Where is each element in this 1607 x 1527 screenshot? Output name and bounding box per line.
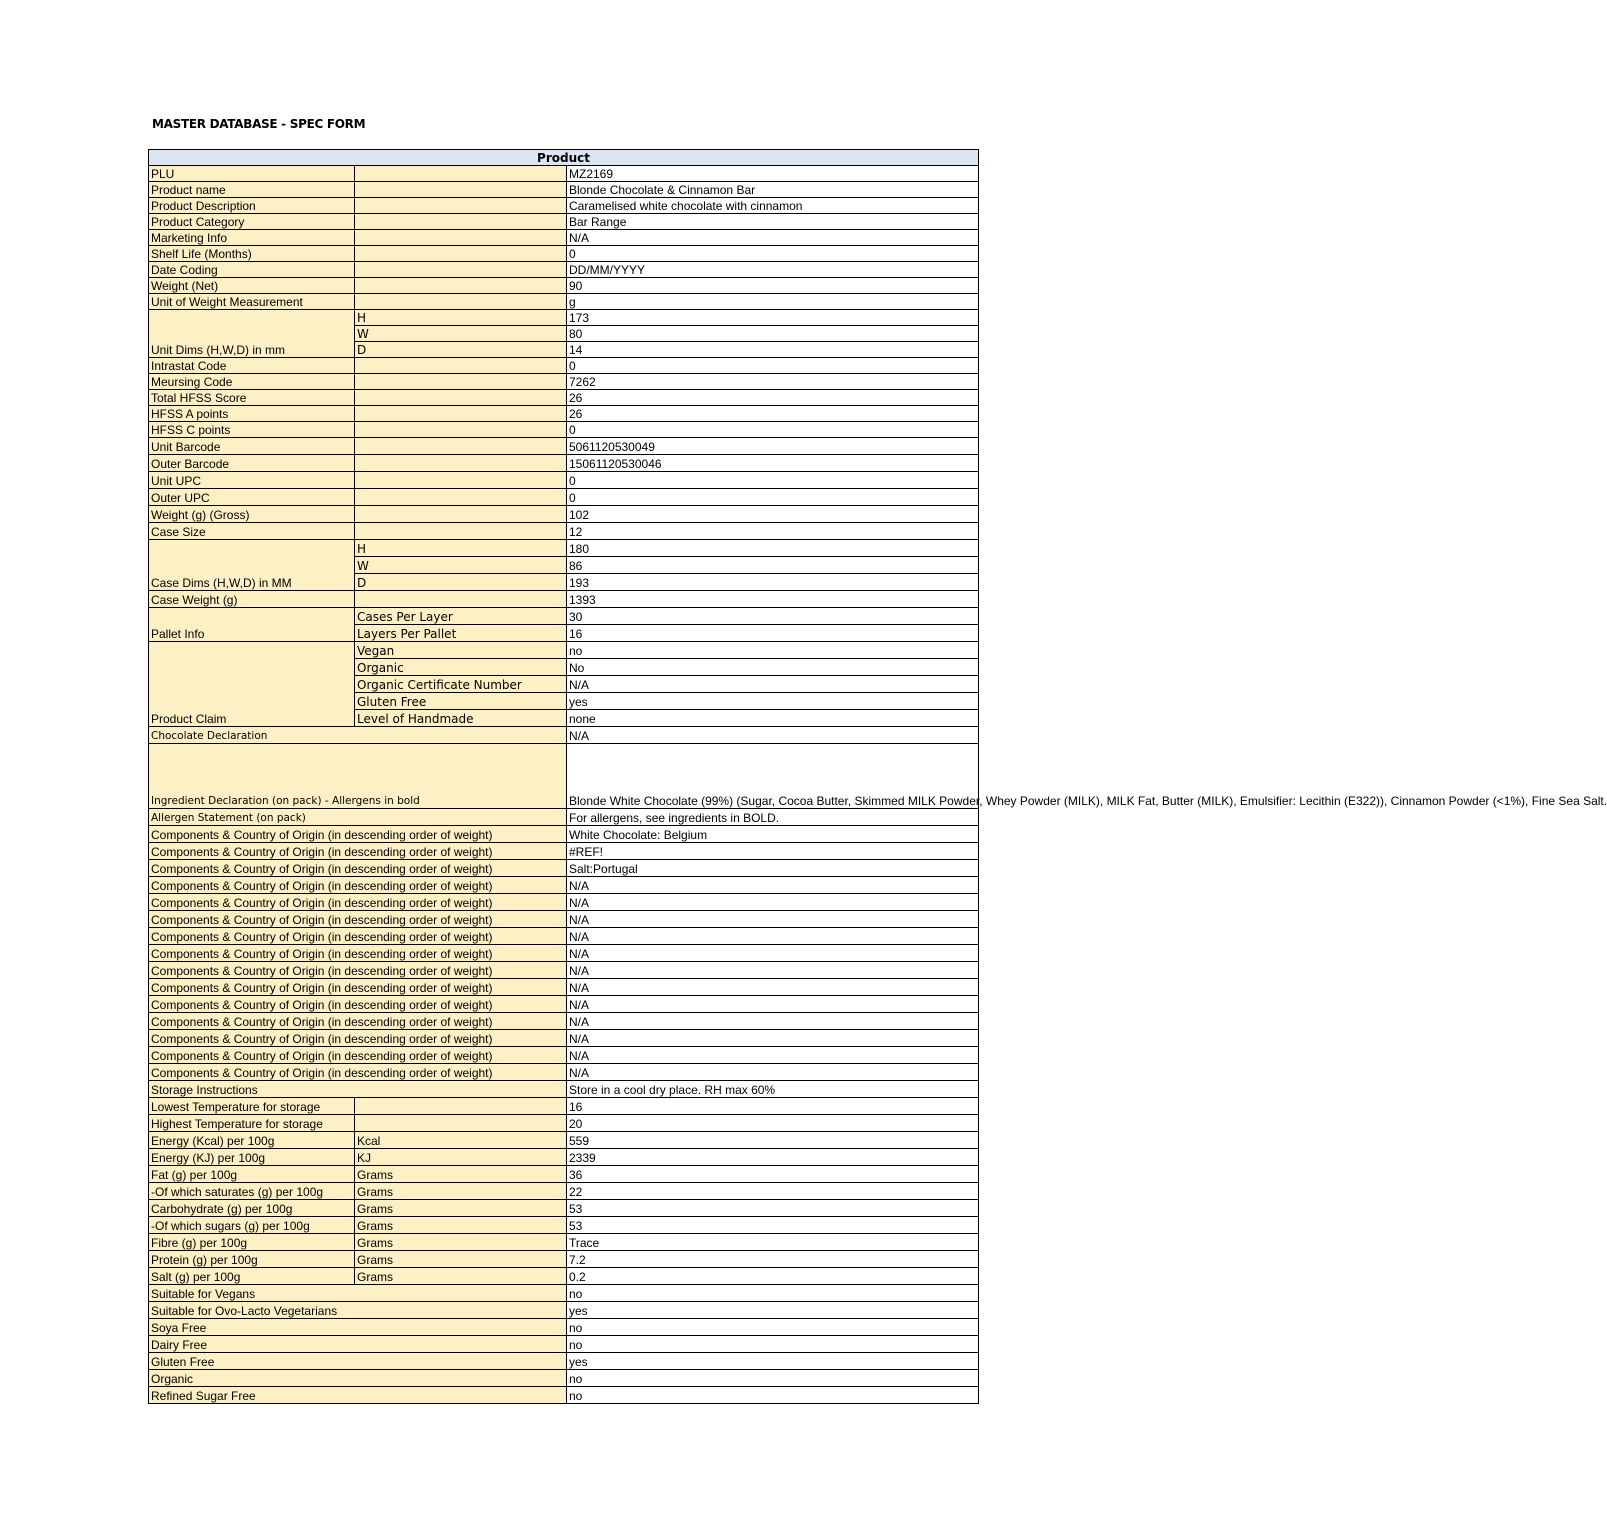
nutrition-unit: KJ — [355, 1149, 567, 1166]
meursing-code-label: Meursing Code — [149, 374, 355, 390]
product-claim-value: yes — [567, 693, 979, 710]
product-category-value: Bar Range — [567, 214, 979, 230]
nutrition-row — [149, 1234, 979, 1251]
date-coding-value: DD/MM/YYYY — [567, 262, 979, 278]
nutrition-value: 7.2 — [567, 1251, 979, 1268]
meursing-code-row — [149, 374, 979, 390]
component-value: N/A — [567, 962, 979, 979]
marketing-info-label: Marketing Info — [149, 230, 355, 246]
nutrition-label: -Of which saturates (g) per 100g — [149, 1183, 355, 1200]
hfss-c-label: HFSS C points — [149, 422, 355, 438]
nutrition-label: Salt (g) per 100g — [149, 1268, 355, 1285]
outer-upc-row — [149, 489, 979, 506]
component-label: Components & Country of Origin (in descending order of weight) — [149, 928, 567, 945]
nutrition-unit: Grams — [355, 1251, 567, 1268]
chocolate-declaration-row — [149, 727, 979, 744]
component-label: Components & Country of Origin (in descending order of weight) — [149, 1013, 567, 1030]
outer-barcode-unit — [355, 455, 567, 472]
suitability-label: Soya Free — [149, 1319, 567, 1336]
highest-temp-row — [149, 1115, 979, 1132]
component-row — [149, 843, 979, 860]
suitability-row — [149, 1285, 979, 1302]
component-row — [149, 1064, 979, 1081]
unit-upc-label: Unit UPC — [149, 472, 355, 489]
weight-net-row — [149, 278, 979, 294]
case-dims-d-label: D — [355, 574, 567, 591]
intrastat-code-value: 0 — [567, 358, 979, 374]
suitability-value: yes — [567, 1302, 979, 1319]
component-value: N/A — [567, 911, 979, 928]
hfss-c-value: 0 — [567, 422, 979, 438]
suitability-label: Organic — [149, 1370, 567, 1387]
layers-per-pallet-value: 16 — [567, 625, 979, 642]
case-dims-h-row — [149, 540, 979, 557]
nutrition-row — [149, 1268, 979, 1285]
weight-gross-label: Weight (g) (Gross) — [149, 506, 355, 523]
nutrition-unit: Kcal — [355, 1132, 567, 1149]
product-description-label: Product Description — [149, 198, 355, 214]
component-row — [149, 1030, 979, 1047]
case-weight-label: Case Weight (g) — [149, 591, 355, 608]
storage-instructions-label: Storage Instructions — [149, 1081, 567, 1098]
component-label: Components & Country of Origin (in descending order of weight) — [149, 911, 567, 928]
product-claim-name: Gluten Free — [355, 693, 567, 710]
product-name-row — [149, 182, 979, 198]
weight-net-label: Weight (Net) — [149, 278, 355, 294]
component-row — [149, 1047, 979, 1064]
component-label: Components & Country of Origin (in descending order of weight) — [149, 979, 567, 996]
component-label: Components & Country of Origin (in descending order of weight) — [149, 826, 567, 843]
nutrition-value: Trace — [567, 1234, 979, 1251]
component-row — [149, 877, 979, 894]
meursing-code-value: 7262 — [567, 374, 979, 390]
suitability-label: Gluten Free — [149, 1353, 567, 1370]
unit-upc-row — [149, 472, 979, 489]
case-weight-value: 1393 — [567, 591, 979, 608]
ingredient-declaration-value: Blonde White Chocolate (99%) (Sugar, Cocoa Butter, Skimmed MILK Powder, Whey Powder (MILK), MILK Fat, Butter (MILK), Emulsifier: Lecithin (E322)), Cinnamon Powder (<1%), Fine Sea Salt. — [567, 744, 979, 809]
suitability-label: Suitable for Vegans — [149, 1285, 567, 1302]
component-label: Components & Country of Origin (in descending order of weight) — [149, 1030, 567, 1047]
section-header-row — [149, 150, 979, 166]
component-label: Components & Country of Origin (in descending order of weight) — [149, 1047, 567, 1064]
component-value: N/A — [567, 928, 979, 945]
weight-net-value: 90 — [567, 278, 979, 294]
product-name-value: Blonde Chocolate & Cinnamon Bar — [567, 182, 979, 198]
suitability-value: no — [567, 1285, 979, 1302]
allergen-statement-row — [149, 809, 979, 826]
component-value: N/A — [567, 996, 979, 1013]
component-value: N/A — [567, 979, 979, 996]
chocolate-declaration-value: N/A — [567, 727, 979, 744]
outer-barcode-value: 15061120530046 — [567, 455, 979, 472]
intrastat-code-row — [149, 358, 979, 374]
component-value: N/A — [567, 945, 979, 962]
nutrition-unit: Grams — [355, 1217, 567, 1234]
hfss-a-unit — [355, 406, 567, 422]
spec-table — [148, 149, 1607, 1404]
suitability-label: Refined Sugar Free — [149, 1387, 567, 1404]
nutrition-value: 0.2 — [567, 1268, 979, 1285]
plu-value: MZ2169 — [567, 166, 979, 182]
nutrition-label: Fat (g) per 100g — [149, 1166, 355, 1183]
nutrition-label: Energy (Kcal) per 100g — [149, 1132, 355, 1149]
date-coding-unit — [355, 262, 567, 278]
unit-barcode-label: Unit Barcode — [149, 438, 355, 455]
nutrition-unit: Grams — [355, 1166, 567, 1183]
unit-upc-unit — [355, 472, 567, 489]
outer-upc-unit — [355, 489, 567, 506]
meursing-code-unit — [355, 374, 567, 390]
case-size-label: Case Size — [149, 523, 355, 540]
highest-temp-unit — [355, 1115, 567, 1132]
product-description-value: Caramelised white chocolate with cinnamon — [567, 198, 979, 214]
unit-dims-d-value: 14 — [567, 342, 979, 358]
nutrition-row — [149, 1251, 979, 1268]
component-row — [149, 860, 979, 877]
component-label: Components & Country of Origin (in descending order of weight) — [149, 945, 567, 962]
lowest-temp-unit — [355, 1098, 567, 1115]
nutrition-unit: Grams — [355, 1200, 567, 1217]
nutrition-row — [149, 1132, 979, 1149]
component-row — [149, 928, 979, 945]
case-dims-label: Case Dims (H,W,D) in MM — [149, 540, 355, 591]
lowest-temp-label: Lowest Temperature for storage — [149, 1098, 355, 1115]
nutrition-row — [149, 1149, 979, 1166]
product-claim-name: Level of Handmade — [355, 710, 567, 727]
unit-weight-measure-label: Unit of Weight Measurement — [149, 294, 355, 310]
nutrition-value: 36 — [567, 1166, 979, 1183]
component-label: Components & Country of Origin (in descending order of weight) — [149, 996, 567, 1013]
storage-instructions-row — [149, 1081, 979, 1098]
unit-dims-h-row — [149, 310, 979, 326]
plu-row — [149, 166, 979, 182]
unit-dims-d-label: D — [355, 342, 567, 358]
product-claim-value: No — [567, 659, 979, 676]
date-coding-label: Date Coding — [149, 262, 355, 278]
plu-label: PLU — [149, 166, 355, 182]
component-row — [149, 911, 979, 928]
weight-gross-unit — [355, 506, 567, 523]
component-row — [149, 945, 979, 962]
layers-per-pallet-label: Layers Per Pallet — [355, 625, 567, 642]
suitability-row — [149, 1336, 979, 1353]
date-coding-row — [149, 262, 979, 278]
nutrition-value: 559 — [567, 1132, 979, 1149]
weight-gross-value: 102 — [567, 506, 979, 523]
total-hfss-unit — [355, 390, 567, 406]
case-dims-w-label: W — [355, 557, 567, 574]
component-value: N/A — [567, 1047, 979, 1064]
product-name-unit — [355, 182, 567, 198]
outer-upc-label: Outer UPC — [149, 489, 355, 506]
suitability-label: Dairy Free — [149, 1336, 567, 1353]
hfss-a-value: 26 — [567, 406, 979, 422]
total-hfss-value: 26 — [567, 390, 979, 406]
suitability-row — [149, 1319, 979, 1336]
component-label: Components & Country of Origin (in descending order of weight) — [149, 843, 567, 860]
product-name-label: Product name — [149, 182, 355, 198]
pallet-info-label: Pallet Info — [149, 608, 355, 642]
unit-dims-w-label: W — [355, 326, 567, 342]
nutrition-label: -Of which sugars (g) per 100g — [149, 1217, 355, 1234]
component-value: N/A — [567, 894, 979, 911]
unit-weight-measure-value: g — [567, 294, 979, 310]
case-dims-d-value: 193 — [567, 574, 979, 591]
unit-barcode-unit — [355, 438, 567, 455]
suitability-label: Suitable for Ovo-Lacto Vegetarians — [149, 1302, 567, 1319]
nutrition-value: 2339 — [567, 1149, 979, 1166]
nutrition-label: Carbohydrate (g) per 100g — [149, 1200, 355, 1217]
nutrition-unit: Grams — [355, 1234, 567, 1251]
nutrition-value: 22 — [567, 1183, 979, 1200]
total-hfss-label: Total HFSS Score — [149, 390, 355, 406]
marketing-info-unit — [355, 230, 567, 246]
unit-dims-h-label: H — [355, 310, 567, 326]
case-weight-row — [149, 591, 979, 608]
product-claim-value: none — [567, 710, 979, 727]
nutrition-row — [149, 1217, 979, 1234]
weight-net-unit — [355, 278, 567, 294]
unit-upc-value: 0 — [567, 472, 979, 489]
outer-barcode-row — [149, 455, 979, 472]
product-claim-name: Organic — [355, 659, 567, 676]
outer-barcode-label: Outer Barcode — [149, 455, 355, 472]
nutrition-row — [149, 1200, 979, 1217]
cases-per-layer-value: 30 — [567, 608, 979, 625]
component-row — [149, 962, 979, 979]
suitability-row — [149, 1387, 979, 1404]
intrastat-code-unit — [355, 358, 567, 374]
case-size-value: 12 — [567, 523, 979, 540]
unit-weight-measure-row — [149, 294, 979, 310]
component-row — [149, 894, 979, 911]
case-weight-unit — [355, 591, 567, 608]
component-label: Components & Country of Origin (in descending order of weight) — [149, 1064, 567, 1081]
nutrition-value: 53 — [567, 1217, 979, 1234]
unit-dims-h-value: 173 — [567, 310, 979, 326]
unit-weight-measure-unit — [355, 294, 567, 310]
component-row — [149, 979, 979, 996]
component-row — [149, 826, 979, 843]
case-dims-w-value: 86 — [567, 557, 979, 574]
product-category-label: Product Category — [149, 214, 355, 230]
suitability-row — [149, 1370, 979, 1387]
suitability-value: no — [567, 1319, 979, 1336]
product-claim-label: Product Claim — [149, 642, 355, 727]
chocolate-declaration-label: Chocolate Declaration — [149, 727, 567, 744]
nutrition-label: Energy (KJ) per 100g — [149, 1149, 355, 1166]
highest-temp-value: 20 — [567, 1115, 979, 1132]
pallet-cases-row — [149, 608, 979, 625]
unit-barcode-value: 5061120530049 — [567, 438, 979, 455]
weight-gross-row — [149, 506, 979, 523]
product-description-row — [149, 198, 979, 214]
shelf-life-value: 0 — [567, 246, 979, 262]
component-value: N/A — [567, 1030, 979, 1047]
nutrition-unit: Grams — [355, 1268, 567, 1285]
section-header: Product — [149, 150, 979, 166]
product-claim-value: N/A — [567, 676, 979, 693]
cases-per-layer-label: Cases Per Layer — [355, 608, 567, 625]
suitability-value: no — [567, 1370, 979, 1387]
shelf-life-label: Shelf Life (Months) — [149, 246, 355, 262]
unit-barcode-row — [149, 438, 979, 455]
shelf-life-unit — [355, 246, 567, 262]
product-description-unit — [355, 198, 567, 214]
nutrition-label: Fibre (g) per 100g — [149, 1234, 355, 1251]
marketing-info-value: N/A — [567, 230, 979, 246]
lowest-temp-row — [149, 1098, 979, 1115]
component-label: Components & Country of Origin (in descending order of weight) — [149, 894, 567, 911]
marketing-info-row — [149, 230, 979, 246]
suitability-value: no — [567, 1336, 979, 1353]
nutrition-row — [149, 1183, 979, 1200]
document-title: MASTER DATABASE - SPEC FORM — [152, 117, 366, 131]
product-category-row — [149, 214, 979, 230]
product-claim-name: Vegan — [355, 642, 567, 659]
hfss-a-row — [149, 406, 979, 422]
product-claim-value: no — [567, 642, 979, 659]
hfss-c-unit — [355, 422, 567, 438]
case-size-row — [149, 523, 979, 540]
allergen-statement-value: For allergens, see ingredients in BOLD. — [567, 809, 979, 826]
nutrition-label: Protein (g) per 100g — [149, 1251, 355, 1268]
lowest-temp-value: 16 — [567, 1098, 979, 1115]
case-dims-h-label: H — [355, 540, 567, 557]
component-value: White Chocolate: Belgium — [567, 826, 979, 843]
component-row — [149, 1013, 979, 1030]
case-size-unit — [355, 523, 567, 540]
unit-dims-w-value: 80 — [567, 326, 979, 342]
nutrition-value: 53 — [567, 1200, 979, 1217]
unit-dims-label: Unit Dims (H,W,D) in mm — [149, 310, 355, 358]
component-value: N/A — [567, 877, 979, 894]
suitability-row — [149, 1353, 979, 1370]
ingredient-declaration-row — [149, 744, 979, 809]
ingredient-declaration-label: Ingredient Declaration (on pack) - Allergens in bold — [149, 744, 567, 809]
hfss-a-label: HFSS A points — [149, 406, 355, 422]
product-claim-row — [149, 642, 979, 659]
component-label: Components & Country of Origin (in descending order of weight) — [149, 962, 567, 979]
nutrition-row — [149, 1166, 979, 1183]
intrastat-code-label: Intrastat Code — [149, 358, 355, 374]
nutrition-unit: Grams — [355, 1183, 567, 1200]
component-value: Salt:Portugal — [567, 860, 979, 877]
case-dims-h-value: 180 — [567, 540, 979, 557]
suitability-value: yes — [567, 1353, 979, 1370]
shelf-life-row — [149, 246, 979, 262]
total-hfss-row — [149, 390, 979, 406]
allergen-statement-label: Allergen Statement (on pack) — [149, 809, 567, 826]
component-row — [149, 996, 979, 1013]
plu-unit — [355, 166, 567, 182]
outer-upc-value: 0 — [567, 489, 979, 506]
component-value: #REF! — [567, 843, 979, 860]
highest-temp-label: Highest Temperature for storage — [149, 1115, 355, 1132]
component-value: N/A — [567, 1064, 979, 1081]
product-category-unit — [355, 214, 567, 230]
component-value: N/A — [567, 1013, 979, 1030]
suitability-value: no — [567, 1387, 979, 1404]
component-label: Components & Country of Origin (in descending order of weight) — [149, 877, 567, 894]
component-label: Components & Country of Origin (in descending order of weight) — [149, 860, 567, 877]
suitability-row — [149, 1302, 979, 1319]
product-claim-name: Organic Certificate Number — [355, 676, 567, 693]
hfss-c-row — [149, 422, 979, 438]
storage-instructions-value: Store in a cool dry place. RH max 60% — [567, 1081, 979, 1098]
